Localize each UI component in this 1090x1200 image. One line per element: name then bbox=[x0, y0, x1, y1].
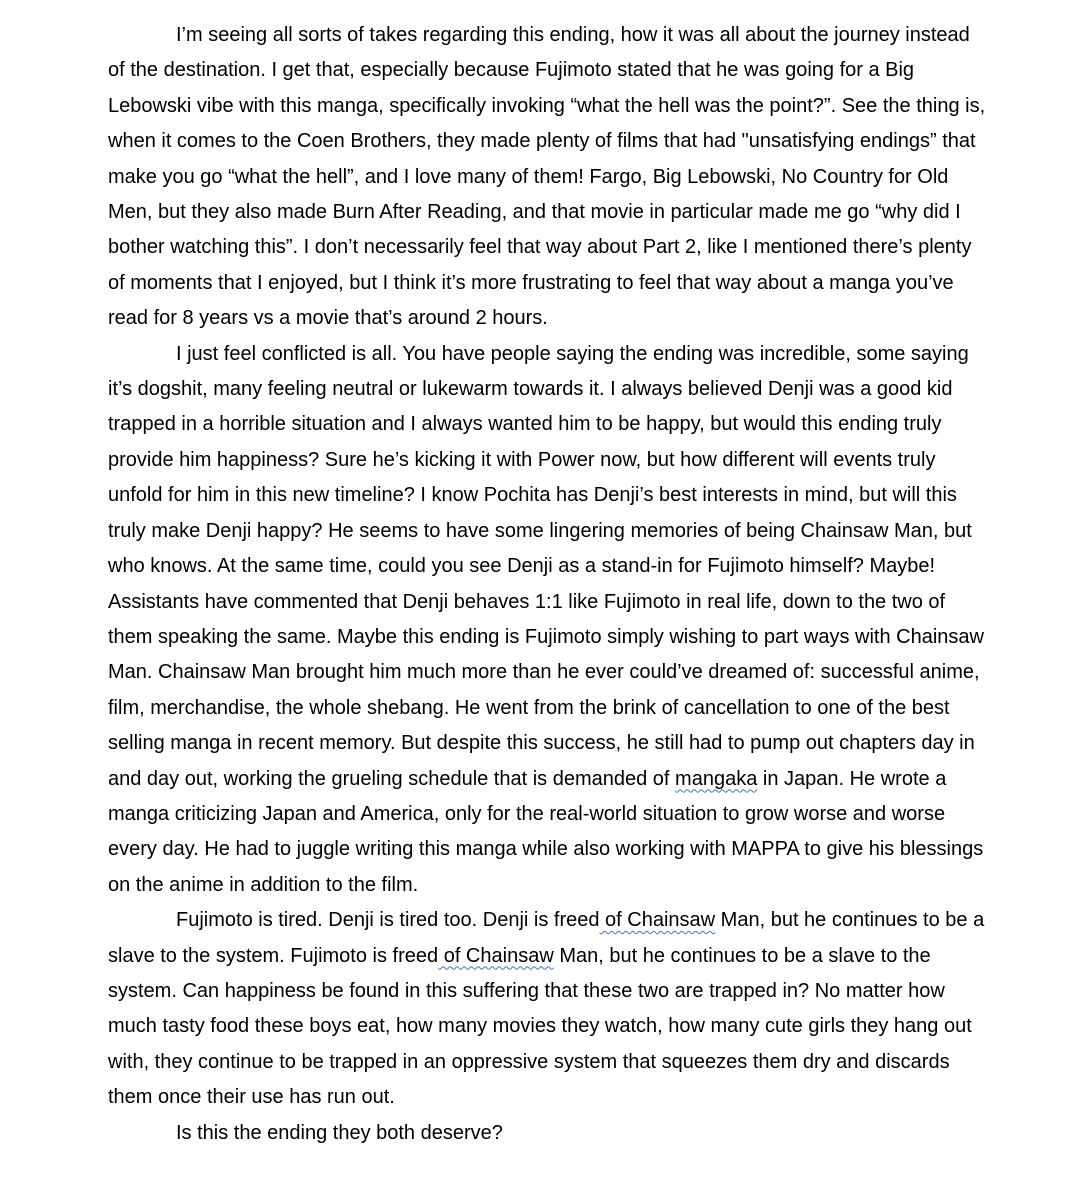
paragraph-2-text-after: in Japan. He wrote a manga criticizing Japan and America, only for the real-world situation to grow worse and worse every day. He had to juggle writing this manga while also working with MAPPA to give his blessings on the anime in addition to the film. bbox=[108, 767, 984, 896]
paragraph-2 bbox=[108, 337, 988, 904]
paragraph-4-text: Is this the ending they both deserve? bbox=[176, 1121, 503, 1144]
paragraph-3-part-3: Man, but he continues to be a slave to the system. Can happiness be found in this suffering that these two are trapped in? No matter how much tasty food these boys eat, how many movies they watch, how many cute girls they hang out with, they continue to be trapped in an oppressive system that squeezes them dry and discards them once their use has run out. bbox=[108, 944, 972, 1109]
paragraph-1-text: I’m seeing all sorts of takes regarding this ending, how it was all about the journey instead of the destination. I get that, especially because Fujimoto stated that he was going for a Big Lebowski vibe with this manga, specifically invoking “what the hell was the point?”. See the thing is, when it comes to the Coen Brothers, they made plenty of films that had "unsatisfying endings” that make you go “what the hell”, and I love many of them! Fargo, Big Lebowski, No Country for Old Men, but they also made Burn After Reading, and that movie in particular made me go “why did I bother watching this”. I don’t necessarily feel that way about Part 2, like I mentioned there’s plenty of moments that I enjoyed, but I think it’s more frustrating to feel that way about a manga you’ve read for 8 years vs a movie that’s around 2 hours. bbox=[108, 24, 986, 330]
paragraph-4 bbox=[108, 1116, 988, 1151]
grammar-flagged-phrase[interactable]: of Chainsaw bbox=[438, 944, 554, 967]
paragraph-3 bbox=[108, 903, 988, 1115]
document-body bbox=[108, 18, 988, 1151]
grammar-flagged-phrase[interactable]: of Chainsaw bbox=[599, 909, 716, 932]
spellcheck-flagged-word[interactable]: mangaka bbox=[675, 767, 758, 790]
paragraph-3-part-1: Fujimoto is tired. Denji is tired too. Denji is freed bbox=[176, 909, 600, 932]
paragraph-3-part-2: Man, but he continues to be a slave to the system. Fujimoto is freed bbox=[108, 909, 985, 967]
paragraph-2-text-before: I just feel conflicted is all. You have people saying the ending was incredible, some saying it’s dogshit, many feeling neutral or lukewarm towards it. I always believed Denji was a good kid trapped in a horrible situation and I always wanted him to be happy, but would this ending truly provide him happiness? Sure he’s kicking it with Power now, but how different will events truly unfold for him in this new timeline? I know Pochita has Denji’s best interests in mind, but will this truly make Denji happy? He seems to have some lingering memories of being Chainsaw Man, but who knows. At the same time, could you see Denji as a stand-in for Fujimoto himself? Maybe! Assistants have commented that Denji behaves 1:1 like Fujimoto in real life, down to the two of them speaking the same. Maybe this ending is Fujimoto simply wishing to part ways with Chainsaw Man. Chainsaw Man brought him much more than he ever could’ve dreamed of: successful anime, film, merchandise, the whole shebang. He went from the brink of cancellation to one of the best selling manga in recent memory. But despite this success, he still had to pump out chapters day in and day out, working the grueling schedule that is demanded of bbox=[108, 342, 984, 790]
paragraph-1 bbox=[108, 18, 988, 337]
